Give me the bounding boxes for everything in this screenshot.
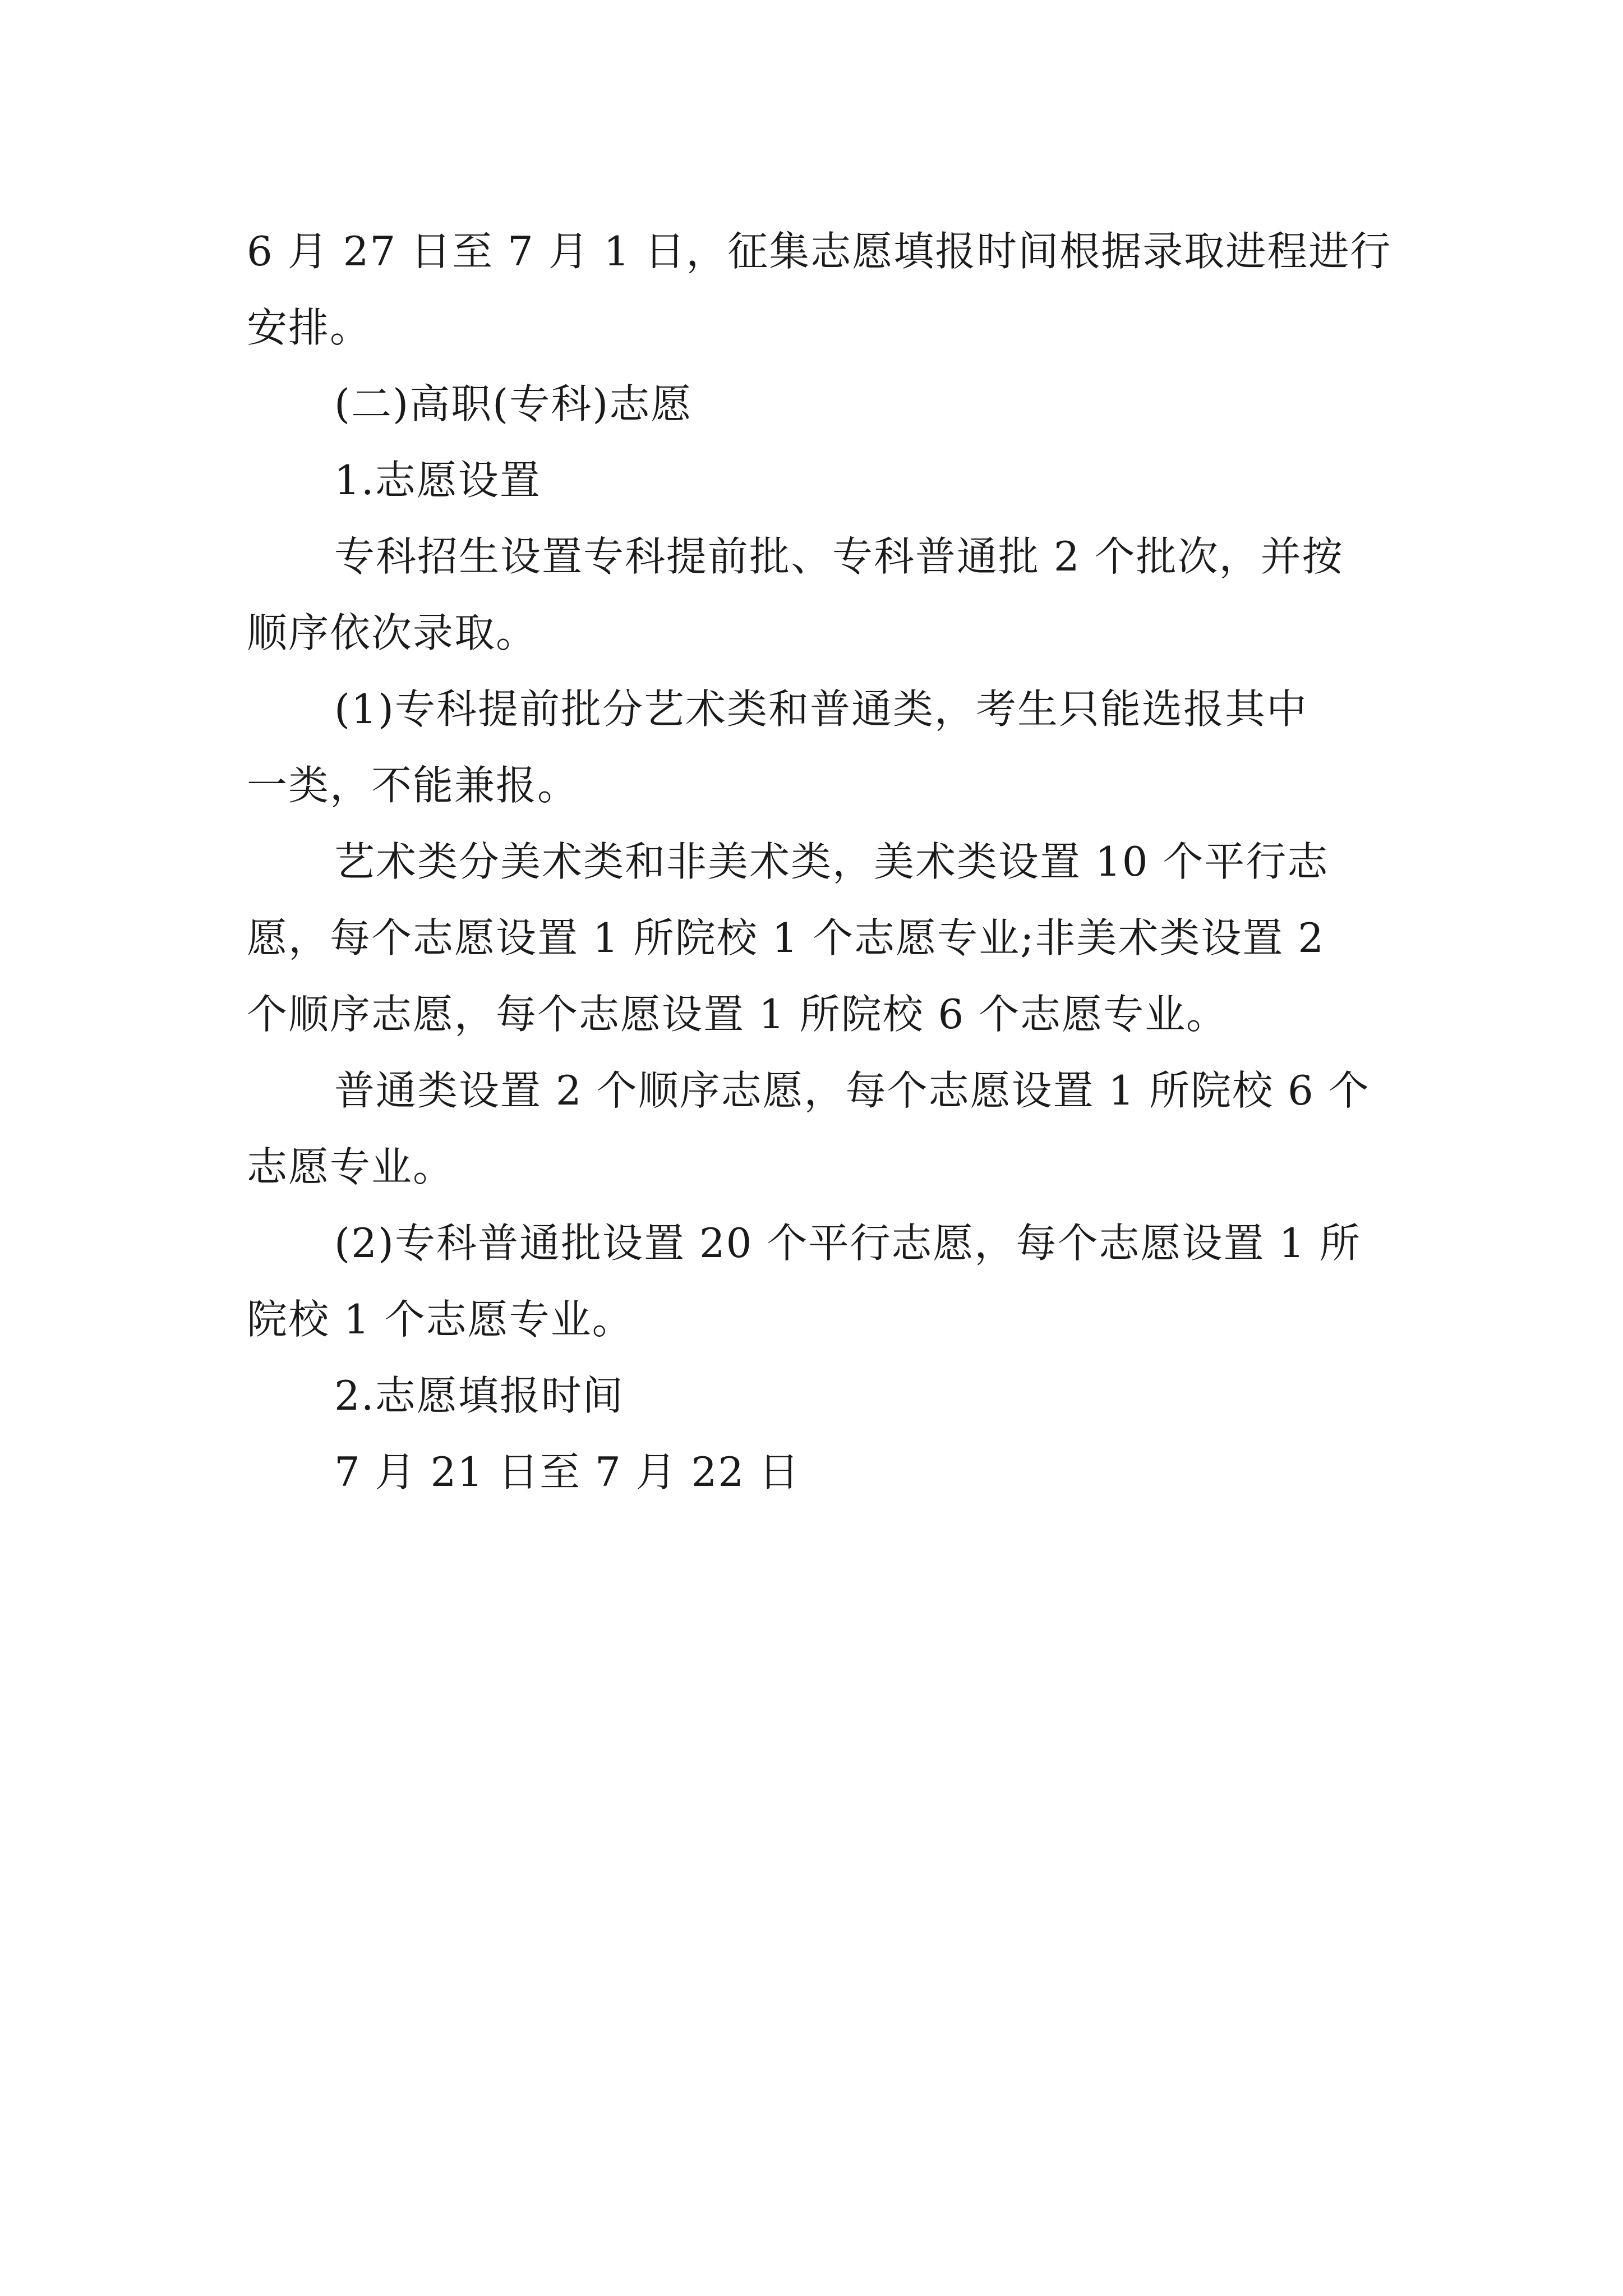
paragraph-line: 一类，不能兼报。 — [247, 762, 579, 809]
paragraph-line: 顺序依次录取。 — [247, 609, 538, 656]
paragraph-line: 6 月 27 日至 7 月 1 日，征集志愿填报时间根据录取进程进行 — [247, 228, 1392, 275]
paragraph-line: 专科招生设置专科提前批、专科普通批 2 个批次，并按 — [334, 533, 1344, 580]
paragraph-line: 志愿专业。 — [247, 1143, 455, 1190]
paragraph-line: 院校 1 个志愿专业。 — [247, 1296, 634, 1343]
paragraph-line: 愿，每个志愿设置 1 所院校 1 个志愿专业;非美术类设置 2 — [247, 914, 1325, 961]
paragraph-line: 普通类设置 2 个顺序志愿，每个志愿设置 1 所院校 6 个 — [334, 1067, 1370, 1114]
paragraph-line: 7 月 21 日至 7 月 22 日 — [334, 1448, 801, 1496]
paragraph-line: (2)专科普通批设置 20 个平行志愿，每个志愿设置 1 所 — [334, 1220, 1361, 1267]
subsection-heading: 2.志愿填报时间 — [334, 1372, 624, 1419]
section-heading: (二)高职(专科)志愿 — [334, 380, 693, 427]
subsection-heading: 1.志愿设置 — [334, 457, 541, 504]
paragraph-line: (1)专科提前批分艺术类和普通类，考生只能选报其中 — [334, 685, 1308, 733]
document-body — [247, 213, 1392, 1510]
paragraph-line: 安排。 — [247, 304, 372, 351]
paragraph-line: 艺术类分美术类和非美术类，美术类设置 10 个平行志 — [334, 838, 1329, 885]
paragraph-line: 个顺序志愿，每个志愿设置 1 所院校 6 个志愿专业。 — [247, 991, 1228, 1038]
